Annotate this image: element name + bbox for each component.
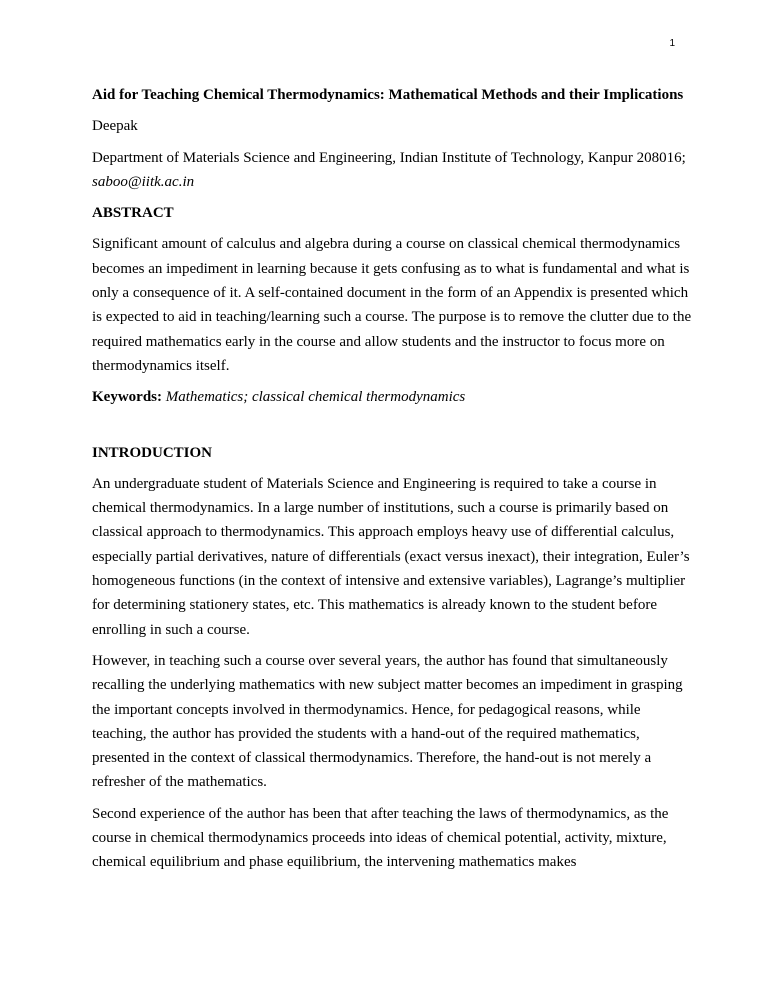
affiliation-text: Department of Materials Science and Engineering, Indian Institute of Technology, Kanpur 208016; [92,149,686,166]
abstract-heading: ABSTRACT [92,205,174,222]
paper-title: Aid for Teaching Chemical Thermodynamics: Mathematical Methods and their Implications [92,87,684,103]
intro-paragraph-2: However, in teaching such a course over several years, the author has found that simultaneously recalling the underlying mathematics with new subject matter becomes an impediment in grasping the important concepts involved in thermodynamics. Hence, for pedagogical reasons, while teaching, the author has provided the students with a hand-out of the required mathematics, presented in the context of classical thermodynamics. Therefore, the hand-out is not merely a refresher of the mathematics. [92,652,683,791]
page-number: 1 [669,38,675,49]
intro-paragraph-3: Second experience of the author has been that after teaching the laws of thermodynamics, as the course in chemical thermodynamics proceeds into ideas of chemical potential, activity, mixture, chemical equilibrium and phase equilibrium, the intervening mathematics makes [92,805,669,871]
keywords-text: Mathematics; classical chemical thermodynamics [165,389,466,406]
abstract-text: Significant amount of calculus and algebra during a course on classical chemical thermodynamics becomes an impediment in learning because it gets confusing as to what is fundamental and what is only a consequence of it. A self-contained document in the form of an Appendix is presented which is expected to aid in teaching/learning such a course. The purpose is to remove the clutter due to the required mathematics early in the course and allow students and the instructor to focus more on thermodynamics itself. [92,236,692,374]
keywords-label: Keywords: [92,389,162,406]
keywords-line [92,385,692,409]
author-affiliation [92,146,692,195]
intro-paragraph-1: An undergraduate student of Materials Science and Engineering is required to take a course in chemical thermodynamics. In a large number of institutions, such a course is primarily based on classical approach to thermodynamics. This approach employs heavy use of differential calculus, especially partial derivatives, nature of differentials (exact versus inexact), their integration, Euler’s homogeneous functions (in the context of intensive and extensive variables), Lagrange’s multiplier for determining stationery states, etc. This mathematics is already known to the student before enrolling in such a course. [92,475,690,638]
paper-body [92,83,692,882]
author-name: Deepak [92,118,138,135]
author-email: saboo@iitk.ac.in [92,173,195,190]
introduction-heading: INTRODUCTION [92,444,213,461]
